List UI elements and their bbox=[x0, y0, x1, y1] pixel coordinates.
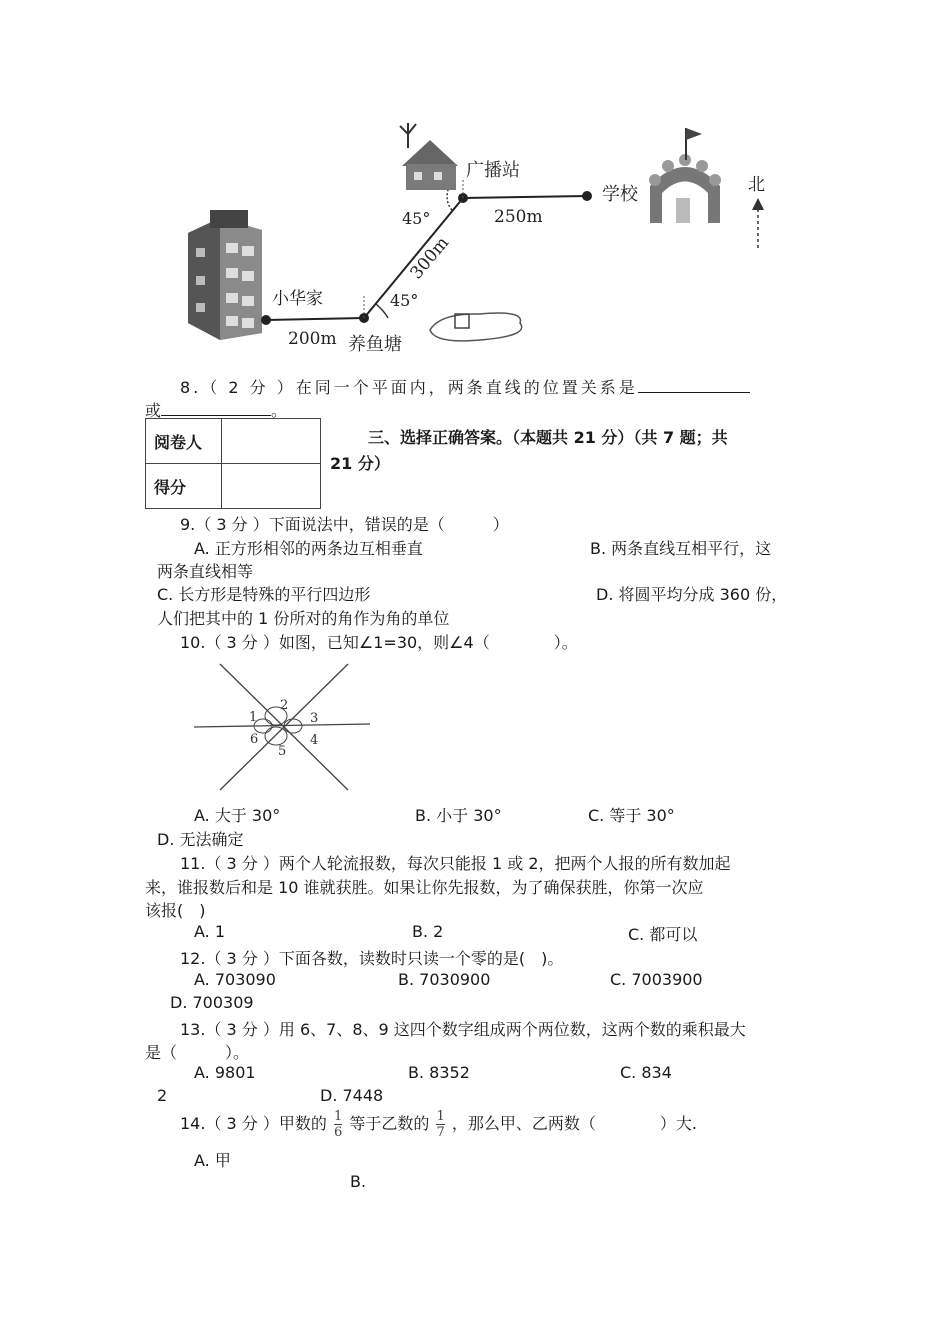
q13-option-b: B. 8352 bbox=[408, 1063, 470, 1082]
angle-label-3: 3 bbox=[310, 711, 319, 726]
q13-option-c: C. 834 bbox=[620, 1063, 672, 1082]
q9-option-a: A. 正方形相邻的两条边互相垂直 bbox=[194, 539, 423, 558]
broadcast-station-icon bbox=[400, 123, 458, 190]
q14-frac1-num: 1 bbox=[333, 1109, 343, 1124]
score-table-score: 得分 bbox=[146, 464, 222, 509]
angle-label-2: 2 bbox=[280, 698, 289, 713]
q14-option-a: A. 甲 bbox=[194, 1151, 231, 1170]
q14-stem bbox=[180, 1104, 697, 1144]
angle-label-6: 6 bbox=[250, 732, 259, 747]
q14-frac2-den: 7 bbox=[436, 1125, 445, 1140]
label-broadcast: 广播站 bbox=[466, 160, 520, 181]
route-map-figure bbox=[180, 118, 780, 368]
q11-option-c: C. 都可以 bbox=[628, 925, 698, 944]
section3-title-line2: 21 分） bbox=[330, 454, 390, 473]
q9-option-b: B. 两条直线互相平行，这 bbox=[590, 539, 772, 558]
q8-end: 。 bbox=[271, 401, 288, 420]
q13-line2: 是（ ）。 bbox=[145, 1043, 250, 1062]
q11-option-b: B. 2 bbox=[412, 922, 444, 941]
q12-option-c: C. 7003900 bbox=[610, 970, 703, 989]
q12-stem: 12.（ 3 分 ）下面各数，读数时只读一个零的是( )。 bbox=[180, 949, 564, 968]
q13-option-a: A. 9801 bbox=[194, 1063, 256, 1082]
angle-label-1: 1 bbox=[249, 710, 258, 725]
angle-label-5: 5 bbox=[278, 744, 287, 759]
angle-label-4: 4 bbox=[310, 733, 319, 748]
q10-option-d: D. 无法确定 bbox=[157, 830, 244, 849]
q12-option-a: A. 703090 bbox=[194, 970, 276, 989]
q14-stem-middle: 等于乙数的 bbox=[349, 1114, 430, 1133]
label-north: 北 bbox=[748, 175, 765, 195]
label-dist-pond-broadcast: 300m bbox=[406, 233, 454, 284]
label-angle-broadcast: 45° bbox=[402, 209, 431, 228]
score-table-reviewer: 阅卷人 bbox=[146, 419, 222, 464]
q9-stem: 9.（ 3 分 ）下面说法中，错误的是（ ） bbox=[180, 515, 509, 534]
q10-stem: 10.（ 3 分 ）如图，已知∠1=30，则∠4（ ）。 bbox=[180, 633, 578, 652]
score-table bbox=[145, 418, 321, 509]
q10-option-c: C. 等于 30° bbox=[588, 806, 675, 825]
north-arrow-icon bbox=[752, 198, 764, 248]
q14-frac2-num: 1 bbox=[436, 1109, 445, 1124]
q11-option-a: A. 1 bbox=[194, 922, 226, 941]
q8-line1 bbox=[180, 375, 750, 398]
q14-fraction-2 bbox=[436, 1110, 444, 1139]
label-angle-pond: 45° bbox=[390, 291, 419, 310]
q14-frac1-den: 6 bbox=[333, 1125, 343, 1140]
q12-option-b: B. 7030900 bbox=[398, 970, 491, 989]
q9-option-d: D. 将圆平均分成 360 份， bbox=[596, 585, 788, 604]
label-pond: 养鱼塘 bbox=[348, 334, 402, 355]
q11-line3: 该报( ) bbox=[145, 901, 206, 920]
school-gate-icon bbox=[649, 128, 721, 223]
q9-option-d-wrap: 人们把其中的 1 份所对的角作为角的单位 bbox=[157, 609, 450, 628]
score-table-score-cell bbox=[222, 464, 321, 509]
label-dist-broadcast-school: 250m bbox=[494, 207, 543, 227]
label-dist-home-pond: 200m bbox=[288, 329, 337, 349]
q13-option-c-wrap: 2 bbox=[157, 1086, 168, 1105]
apartment-building-icon bbox=[188, 210, 262, 340]
q10-option-a: A. 大于 30° bbox=[194, 806, 281, 825]
q8-text: 8.（ 2 分 ）在同一个平面内，两条直线的位置关系是 bbox=[180, 378, 638, 397]
q14-stem-before: 14.（ 3 分 ）甲数的 bbox=[180, 1114, 327, 1133]
label-school: 学校 bbox=[602, 184, 638, 205]
q9-option-b-wrap: 两条直线相等 bbox=[157, 562, 254, 581]
q14-fraction-1 bbox=[334, 1110, 342, 1139]
q10-option-b: B. 小于 30° bbox=[415, 806, 502, 825]
q8-blank-2 bbox=[161, 401, 271, 416]
fish-pond-icon bbox=[430, 313, 522, 341]
q13-line1: 13.（ 3 分 ）用 6、7、8、9 这四个数字组成两个两位数，这两个数的乘积最大 bbox=[180, 1020, 746, 1039]
q11-line1: 11.（ 3 分 ）两个人轮流报数，每次只能报 1 或 2，把两个人报的所有数加起 bbox=[180, 854, 731, 873]
q8-blank-1 bbox=[638, 378, 750, 393]
section3-title-line1: 三、选择正确答案。（本题共 21 分）（共 7 题；共 bbox=[368, 428, 728, 447]
score-table-reviewer-cell bbox=[222, 419, 321, 464]
q14-stem-after: ，那么甲、乙两数（ ）大. bbox=[451, 1114, 697, 1133]
q9-option-c: C. 长方形是特殊的平行四边形 bbox=[157, 585, 371, 604]
q10-angle-figure bbox=[190, 660, 375, 795]
q8-or: 或 bbox=[145, 401, 162, 420]
q11-line2: 来，谁报数后和是 10 谁就获胜。如果让你先报数，为了确保获胜，你第一次应 bbox=[145, 878, 704, 897]
q13-option-d: D. 7448 bbox=[320, 1086, 384, 1105]
q14-option-b: B. bbox=[350, 1172, 367, 1191]
q12-option-d: D. 700309 bbox=[170, 993, 254, 1012]
label-home: 小华家 bbox=[272, 289, 323, 309]
